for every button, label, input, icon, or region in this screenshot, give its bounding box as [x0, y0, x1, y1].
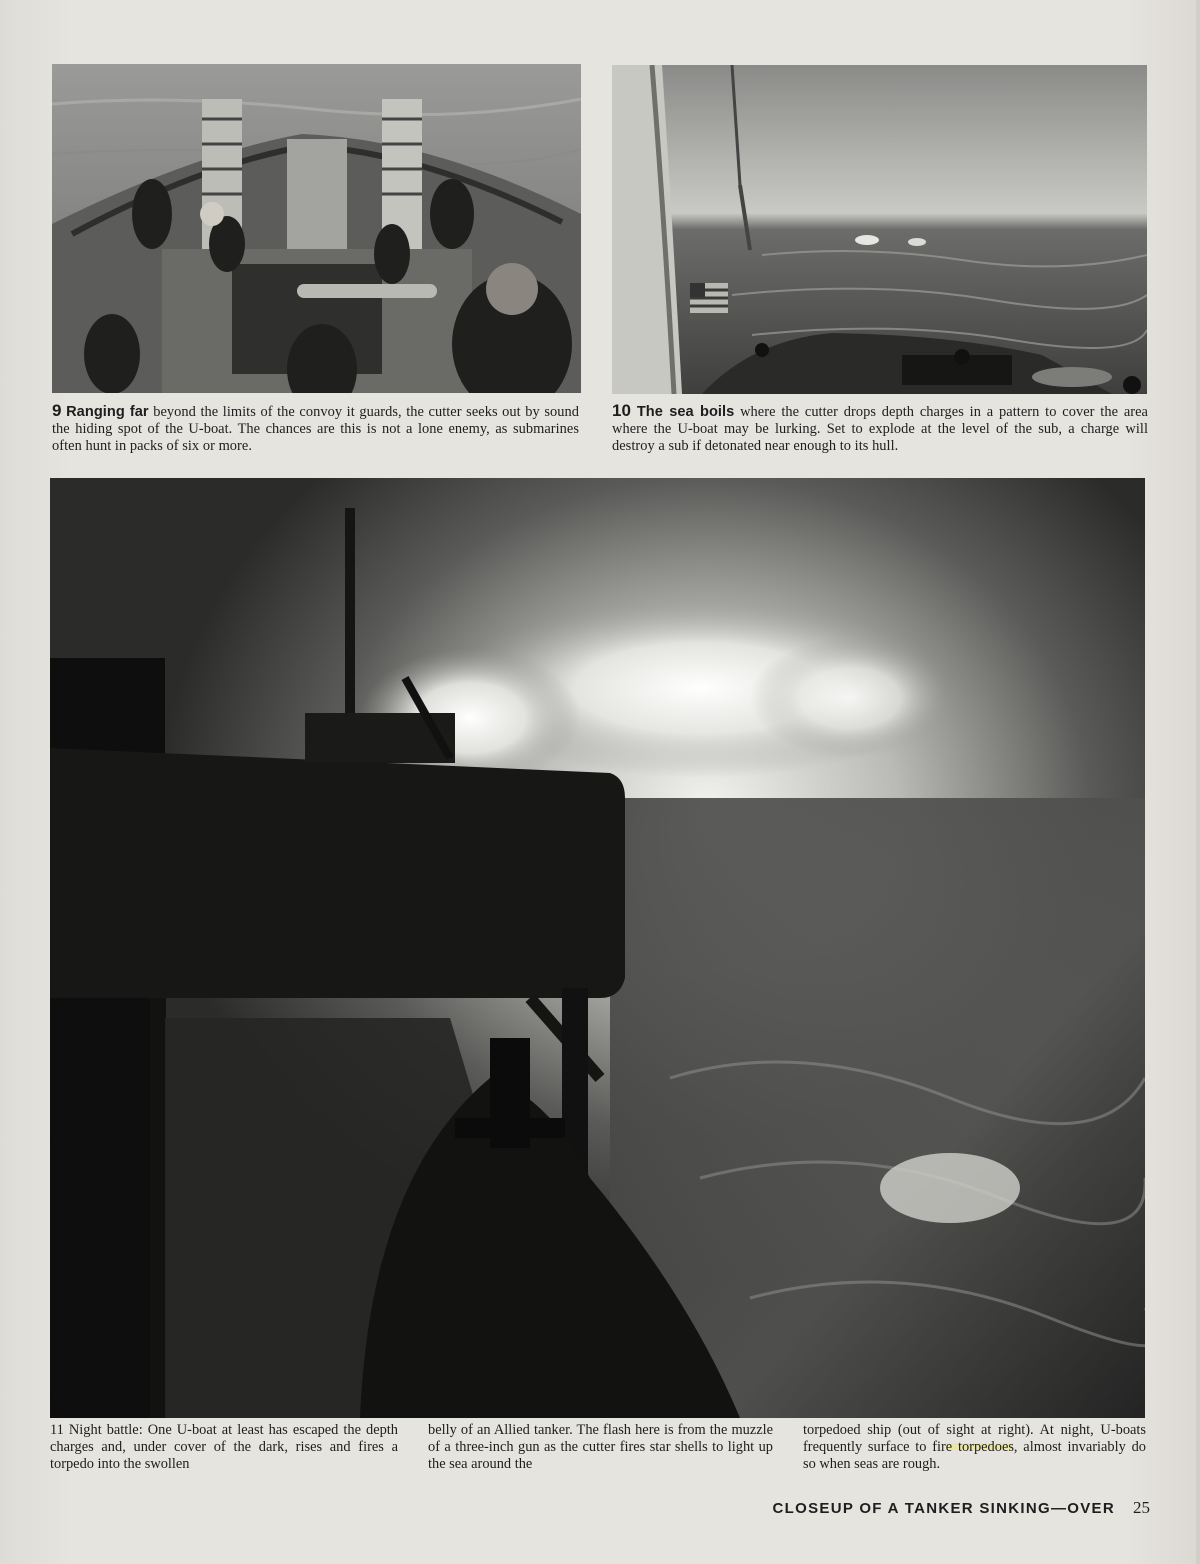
caption-text: beyond the limits of the convoy it guards, the cutter seeks out by sound the hiding spot of the U-boat. The chances are this is not a lone enemy, as submarines often hunt in packs of six or more. [52, 404, 579, 455]
page-number: 25 [1133, 1498, 1150, 1517]
caption-10 [612, 402, 1148, 456]
photo-sea-boils [612, 65, 1147, 394]
page-footer [773, 1498, 1150, 1518]
caption-text: One U-boat at least has escaped the depth charges and, under cover of the dark, rises and fires a torpedo into the swollen [50, 1422, 399, 1473]
caption-number: 9 [52, 401, 62, 420]
caption-11-column-2 [428, 1422, 773, 1474]
photo-night-battle [50, 478, 1145, 1418]
caption-lead: The sea boils [636, 404, 735, 420]
caption-text: belly of an Allied tanker. The flash here is from the muzzle of a three-inch gun as the cutter fires star shells to light up the sea around the [428, 1422, 773, 1473]
caption-9 [52, 402, 579, 456]
caption-11-column-1 [50, 1422, 398, 1474]
caption-lead: Ranging far [66, 404, 149, 420]
caption-number: 10 [612, 401, 632, 420]
caption-lead: Night battle: [68, 1422, 143, 1438]
photo-cutter-deck [52, 64, 581, 393]
caption-11-column-3 [803, 1422, 1146, 1474]
footer-strap: CLOSEUP OF A TANKER SINKING—OVER [772, 1500, 1115, 1517]
caption-number: 11 [50, 1422, 64, 1438]
caption-text: where the cutter drops depth charges in a pattern to cover the area where the U-boat may be lurking. Set to explode at the level of the sub, a charge will destroy a sub if detonated near enough to its hull. [612, 404, 1148, 455]
caption-text: torpedoed ship (out of sight at right). At night, U-boats frequently surface to fire torpedoes, almost invariably do so when seas are rough. [803, 1422, 1146, 1473]
